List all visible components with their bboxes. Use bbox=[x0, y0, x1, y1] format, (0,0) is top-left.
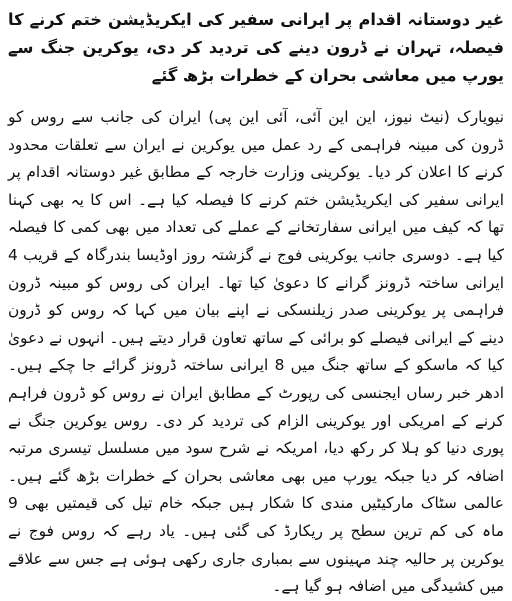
article-headline: غیر دوستانہ اقدام پر ایرانی سفیر کی ایکریڈیشن ختم کرنے کا فیصلہ، تہران نے ڈرون دینے کی تردید کر دی، یوکرین جنگ سے یورپ میں معاشی بحران کے خطرات بڑھ گئے bbox=[8, 10, 504, 85]
article-body: نیویارک (نیٹ نیوز، این این آئی، آئی این پی) ایران کی جانب سے روس کو ڈرون کی مبینہ فراہمی کے رد عمل میں یوکرین نے ایران سے تعلقات محدود کرنے کا اعلان کر دیا۔ یوکرینی وزارت خارجہ کے مطابق غیر دوستانہ اقدام پر ایرانی سفیر کی ایکریڈیشن ختم کرنے کا فیصلہ کیا ہے۔ اس کا یہ بھی کہنا تھا کہ کیف میں ایرانی سفارتخانے کے عملے کی تعداد میں بھی کمی کا فیصلہ کیا ہے۔ دوسری جانب یوکرینی فوج نے گزشتہ روز اوڈیسا بندرگاہ کے قریب 4 ایرانی ساختہ ڈرونز گرانے کا دعویٰ کیا تھا۔ ایران کی روس کو مبینہ ڈرون فراہمی پر یوکرینی صدر زیلنسکی نے اپنے بیان میں کہا کہ روس کو ڈرون دینے کے ایرانی فیصلے کو برائی کے ساتھ تعاون قرار دیتے ہیں۔ انہوں نے دعویٰ کیا کہ ماسکو کے ساتھ جنگ میں 8 ایرانی ساختہ ڈرونز گرائے جا چکے ہیں۔ ادھر خبر رساں ایجنسی کی رپورٹ کے مطابق ایران نے روس کو ڈرون فراہم کرنے کے امریکی اور یوکرینی الزام کی تردید کر دی۔ روس یوکرین جنگ نے پوری دنیا کو ہلا کر رکھ دیا، امریکہ نے شرح سود میں مسلسل تیسری مرتبہ اضافہ کر دیا جبکہ یورپ میں بھی معاشی بحران کے خطرات بڑھ گئے ہیں۔ عالمی سٹاک مارکیٹیں مندی کا شکار ہیں جبکہ خام تیل کی قیمتیں بھی 9 ماہ کی کم ترین سطح پر ریکارڈ کی گئی ہیں۔ یاد رہے کہ روس فوج نے یوکرین پر حالیہ چند مہینوں سے بمباری جاری رکھی ہوئی ہے جس سے علاقے میں کشیدگی میں اضافہ ہو گیا ہے۔ bbox=[8, 108, 504, 596]
headline-spacer bbox=[8, 90, 504, 104]
